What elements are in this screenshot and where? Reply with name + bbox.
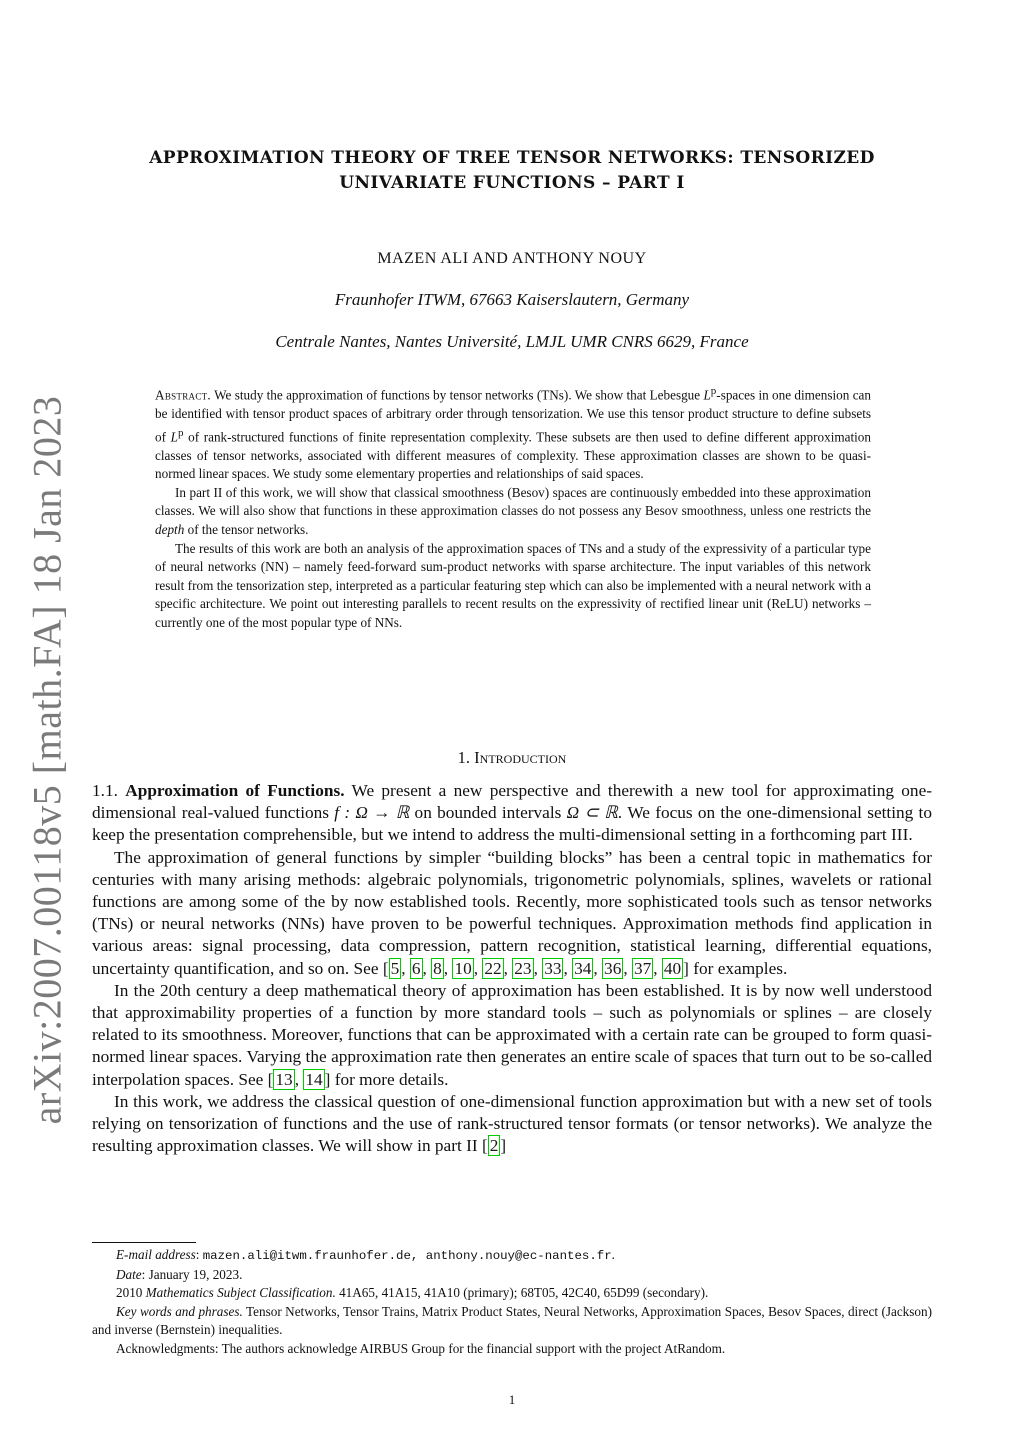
citation-link[interactable]: 33 bbox=[544, 958, 562, 978]
abstract-text: -spaces in one dimension can be identified with tensor product spaces of arbitrary order through tensorization. We use this tensor product structure to define subsets of bbox=[155, 387, 871, 444]
email-end: . bbox=[611, 1247, 615, 1262]
citation-link[interactable]: 10 bbox=[454, 958, 472, 978]
footnote-msc bbox=[92, 1284, 932, 1303]
footnote-date bbox=[92, 1266, 932, 1285]
citation-link[interactable]: 8 bbox=[433, 958, 442, 978]
page-number: 1 bbox=[508, 1392, 516, 1407]
citation-group: [ 13 , 14 ] bbox=[267, 1069, 331, 1089]
abstract-text: of rank-structured functions of finite representation complexity. These subsets are then used to define different approximation classes of tensor networks, associated with different measures of complexity. These approximation classes are shown to be quasi-normed linear spaces. We study some elementary properties and relationships of said spaces. bbox=[155, 428, 871, 482]
subsection-number: 1.1. bbox=[92, 781, 126, 800]
abstract-paragraph-1 bbox=[155, 382, 871, 484]
footnotes bbox=[92, 1246, 932, 1359]
msc-label: Mathematics Subject Classification. bbox=[145, 1285, 336, 1301]
citation-link[interactable]: 6 bbox=[411, 958, 421, 978]
abstract-text: We study the approximation of functions by tensor networks (TNs). We show that Lebesgue bbox=[211, 387, 704, 403]
citation-link[interactable]: 22 bbox=[484, 958, 502, 978]
affiliation-2: Centrale Nantes, Nantes Université, LMJL UMR CNRS 6629, France bbox=[275, 332, 749, 351]
keywords-label: Key words and phrases. bbox=[116, 1303, 243, 1319]
abstract-text: of the tensor networks. bbox=[184, 521, 309, 537]
inline-math: Ω ⊂ ℝ bbox=[566, 803, 618, 823]
body-text-run: . We focus on the one-dimensional setting to keep the presentation comprehensible, but we intend to address the multi-dimensional setting in a forthcoming part III. bbox=[92, 803, 932, 845]
date-value: : January 19, 2023. bbox=[141, 1266, 243, 1282]
abstract-text: In part II of this work, we will show that classical smoothness (Besov) spaces are continuously embedded into these approximation classes. We will also show that functions in these approximation classes do not possess any Besov smoothness, unless one restricts the bbox=[155, 484, 871, 519]
citation-link[interactable]: 14 bbox=[305, 1069, 323, 1089]
citation-link[interactable]: 40 bbox=[663, 958, 682, 978]
math-sup: p bbox=[177, 426, 184, 439]
email-addresses[interactable]: mazen.ali@itwm.fraunhofer.de, anthony.nouy@ec-nantes.fr bbox=[202, 1249, 612, 1263]
citation-link[interactable]: 23 bbox=[514, 958, 532, 978]
citation-link[interactable]: 2 bbox=[489, 1136, 499, 1156]
body-text-run: for examples. bbox=[688, 958, 788, 978]
paper-title bbox=[100, 146, 924, 196]
body-text-run: We present a new perspective and therewith a new tool for approximating one-dimensional real-valued functions bbox=[92, 781, 932, 823]
footnote-email bbox=[92, 1246, 932, 1266]
citation-link[interactable]: 37 bbox=[633, 958, 652, 978]
body-text-run: The approximation of general functions by simpler “building blocks” has been a central topic in mathematics for centuries with many arising methods: algebraic polynomials, trigonometric polynomials, splines, wavelets or rational functions are among some of the by now established tools. Recently, more sophisticated tools such as tensor networks (TNs) or neural networks (NNs) have proven to be powerful techniques. Approximation methods find application in various areas: signal processing, data compression, pattern recognition, statistical learning, differential equations, uncertainty quantification, and so on. See bbox=[92, 847, 932, 978]
section-heading bbox=[100, 748, 924, 768]
title-line-1: APPROXIMATION THEORY OF TREE TENSOR NETWORKS: TENSORIZED bbox=[149, 148, 875, 168]
body-text-run: for more details. bbox=[330, 1069, 449, 1089]
body-text-run: In this work, we address the classical question of one-dimensional function approximation but with a new set of tools relying on tensorization of functions and the use of rank-structured tensor formats (or tensor networks). We analyze the resulting approximation classes. We will show in part II bbox=[92, 1091, 932, 1156]
citation-link[interactable]: 34 bbox=[574, 958, 592, 978]
arxiv-identifier: arXiv:2007.00118v5 [math.FA] 18 Jan 2023 bbox=[24, 395, 70, 1125]
body-text-run: In the 20th century a deep mathematical theory of approximation has been established. It is by now well understood that approximability properties of a function by more standard tools – such as polynomials or splines – are closely related to its smoothness. Moreover, functions that can be approximated with a certain rate can be grouped to form quasi-normed linear spaces. Varying the approximation rate then generates an entire scale of spaces that turn out to be so-called interpolation spaces. See bbox=[92, 980, 932, 1089]
math-sup: p bbox=[710, 385, 717, 397]
citation-group: [ 5 , 6 , 8 , 10 , 22 , 23 , 33 , 34 , 36 , 37 , 40 ] bbox=[382, 958, 689, 978]
msc-value: 41A65, 41A15, 41A10 (primary); 68T05, 42C40, 65D99 (secondary). bbox=[335, 1285, 709, 1301]
affiliation-1: Fraunhofer ITWM, 67663 Kaiserslautern, Germany bbox=[334, 290, 690, 309]
citation-link[interactable]: 13 bbox=[275, 1069, 293, 1089]
title-line-2: UNIVARIATE FUNCTIONS – PART I bbox=[339, 173, 685, 193]
citation-link[interactable]: 36 bbox=[604, 958, 622, 978]
body-text bbox=[92, 780, 932, 1157]
subsection-title: Approximation of Functions. bbox=[125, 781, 345, 800]
body-paragraph-2 bbox=[92, 847, 932, 980]
date-label: Date bbox=[116, 1266, 142, 1282]
abstract-paragraph-3: The results of this work are both an analysis of the approximation spaces of TNs and a study of the expressivity of a particular type of neural networks (NN) – namely feed-forward sum-product networks with sparse architecture. The input variables of this network result from the tensorization step, interpreted as a particular featuring step which can also be implemented with a neural network with a specific architecture. We point out interesting parallels to recent results on the expressivity of rectified linear unit (ReLU) networks – currently one of the most popular type of NNs. bbox=[155, 540, 871, 630]
body-paragraph-4 bbox=[92, 1091, 932, 1158]
citation-single: [ 2 ] bbox=[481, 1136, 507, 1156]
body-paragraph-3 bbox=[92, 980, 932, 1091]
body-text-run: on bounded intervals bbox=[409, 803, 567, 823]
inline-math: f : Ω → ℝ bbox=[334, 803, 410, 823]
math-lp: L bbox=[170, 428, 178, 444]
footnote-rule bbox=[92, 1242, 196, 1243]
email-sep: : bbox=[195, 1247, 203, 1262]
msc-year: 2010 bbox=[116, 1285, 146, 1301]
body-paragraph-1 bbox=[92, 780, 932, 847]
section-title: Introduction bbox=[474, 748, 567, 767]
footnote-keywords bbox=[92, 1303, 932, 1340]
abstract bbox=[155, 382, 871, 633]
section-number: 1. bbox=[457, 748, 475, 767]
abstract-paragraph-2 bbox=[155, 484, 871, 540]
abstract-label: Abstract. bbox=[155, 387, 212, 403]
footnote-acknowledgments: Acknowledgments: The authors acknowledge AIRBUS Group for the financial support with the project AtRandom. bbox=[116, 1340, 726, 1356]
email-label: E-mail address bbox=[116, 1247, 196, 1262]
authors: MAZEN ALI AND ANTHONY NOUY bbox=[377, 250, 647, 267]
emphasis: depth bbox=[155, 521, 185, 537]
keywords-value: Tensor Networks, Tensor Trains, Matrix Product States, Neural Networks, Approximation Spaces, Besov Spaces, direct (Jackson) and inverse (Bernstein) inequalities. bbox=[92, 1303, 932, 1338]
math-lp: L bbox=[703, 387, 711, 403]
citation-link[interactable]: 5 bbox=[390, 958, 400, 978]
